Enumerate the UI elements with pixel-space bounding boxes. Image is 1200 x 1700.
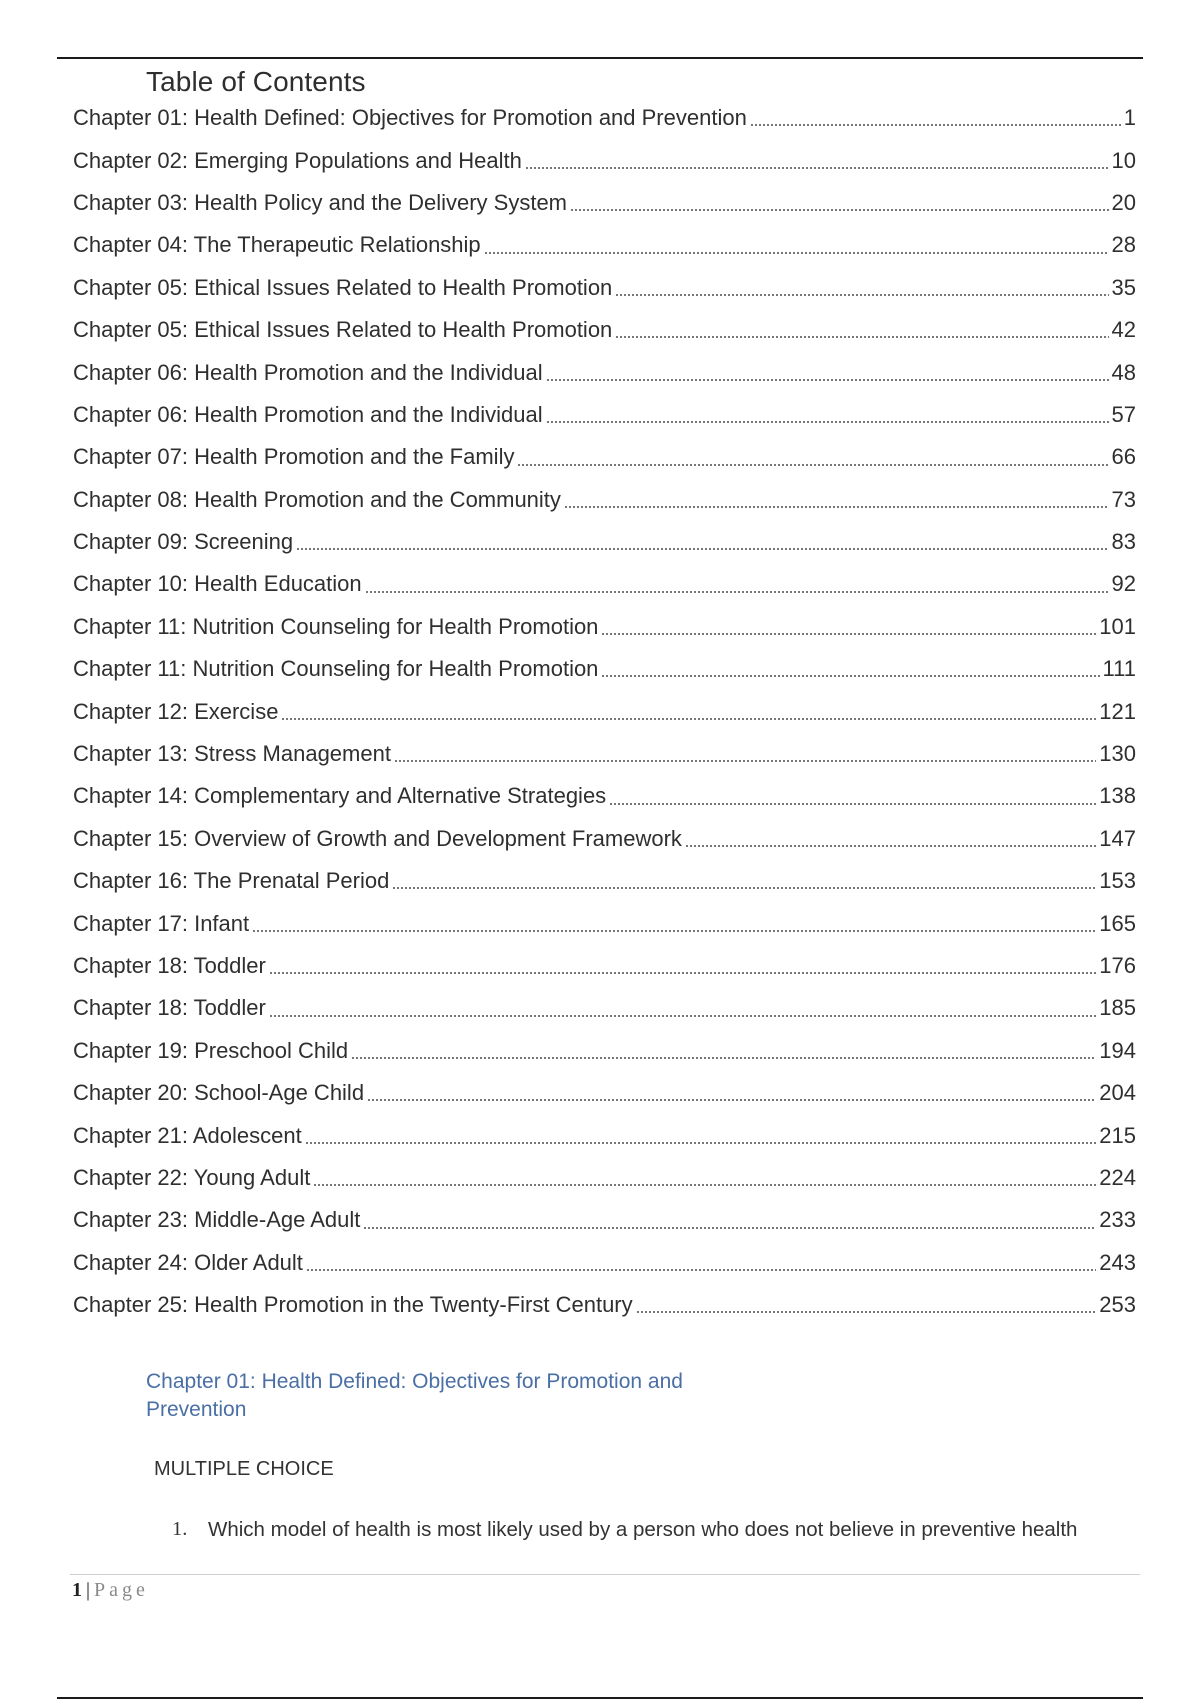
toc-entry[interactable] xyxy=(73,182,1136,224)
toc-entry-label: Chapter 08: Health Promotion and the Community xyxy=(73,486,561,512)
toc-entry[interactable] xyxy=(73,97,1136,139)
question-number: 1. xyxy=(172,1518,188,1540)
toc-entry-page: 42 xyxy=(1111,317,1136,343)
toc-entry-page: 101 xyxy=(1099,613,1136,639)
toc-entry-page: 185 xyxy=(1099,995,1136,1021)
bottom-border-line xyxy=(57,1697,1143,1699)
toc-entry-label: Chapter 22: Young Adult xyxy=(73,1164,311,1190)
toc-dot-leader xyxy=(296,548,1108,550)
toc-entry-page: 215 xyxy=(1099,1122,1136,1148)
toc-entry-page: 48 xyxy=(1111,359,1136,385)
toc-dot-leader xyxy=(252,930,1096,932)
toc-entry-page: 66 xyxy=(1111,444,1136,470)
question-text: Which model of health is most likely used by a person who does not believe in preventive health xyxy=(208,1518,1078,1541)
toc-entry[interactable] xyxy=(73,521,1136,563)
toc-dot-leader xyxy=(615,294,1108,296)
toc-entry[interactable] xyxy=(73,945,1136,987)
footer-separator: | xyxy=(86,1579,91,1601)
toc-entry-label: Chapter 12: Exercise xyxy=(73,698,279,724)
footer-divider xyxy=(70,1574,1140,1575)
toc-entry-page: 147 xyxy=(1099,825,1136,851)
toc-entry-page: 57 xyxy=(1111,401,1136,427)
toc-dot-leader xyxy=(363,1227,1096,1229)
toc-entry[interactable] xyxy=(73,1199,1136,1241)
toc-entry-page: 153 xyxy=(1099,868,1136,894)
toc-entry-page: 92 xyxy=(1111,571,1136,597)
toc-title: Table of Contents xyxy=(146,66,366,97)
toc-entry-page: 194 xyxy=(1099,1037,1136,1063)
toc-entry-page: 233 xyxy=(1099,1207,1136,1233)
toc-entry-label: Chapter 14: Complementary and Alternative Strategies xyxy=(73,783,607,809)
toc-entry-page: 176 xyxy=(1099,953,1136,978)
toc-entry[interactable] xyxy=(73,1242,1136,1284)
toc-entry[interactable] xyxy=(73,1284,1136,1326)
toc-dot-leader xyxy=(601,675,1099,677)
toc-entry-label: Chapter 09: Screening xyxy=(73,529,294,555)
toc-entry[interactable] xyxy=(73,436,1136,478)
toc-dot-leader xyxy=(636,1311,1097,1313)
toc-dot-leader xyxy=(306,1269,1096,1271)
toc-entry-page: 130 xyxy=(1099,741,1136,767)
toc-entry-page: 121 xyxy=(1099,698,1136,724)
toc-entry-label: Chapter 24: Older Adult xyxy=(73,1249,303,1275)
toc-entry[interactable] xyxy=(73,224,1136,266)
toc-entry-label: Chapter 07: Health Promotion and the Family xyxy=(73,444,515,470)
toc-dot-leader xyxy=(525,167,1109,169)
toc-dot-leader xyxy=(685,845,1096,847)
toc-entry[interactable] xyxy=(73,479,1136,521)
toc-dot-leader xyxy=(269,1015,1096,1017)
toc-dot-leader xyxy=(281,718,1096,720)
toc-entry[interactable] xyxy=(73,309,1136,351)
page-footer xyxy=(72,1579,149,1602)
toc-entry-page: 20 xyxy=(1111,189,1136,215)
toc-entry[interactable] xyxy=(73,139,1136,181)
toc-entry-label: Chapter 21: Adolescent xyxy=(73,1122,302,1148)
toc-dot-leader xyxy=(313,1184,1096,1186)
toc-entry-page: 138 xyxy=(1099,783,1136,809)
toc-entry[interactable] xyxy=(73,690,1136,732)
toc-dot-leader xyxy=(392,887,1096,889)
toc-dot-leader xyxy=(484,252,1109,254)
toc-dot-leader xyxy=(365,591,1109,593)
toc-entry-page: 1 xyxy=(1123,105,1136,131)
toc-entry[interactable] xyxy=(73,1030,1136,1072)
toc-dot-leader xyxy=(601,633,1096,635)
toc-entry[interactable] xyxy=(73,733,1136,775)
toc-entry-page: 10 xyxy=(1111,147,1136,173)
toc-entry[interactable] xyxy=(73,1157,1136,1199)
toc-entry-label: Chapter 11: Nutrition Counseling for Health Promotion xyxy=(73,656,599,682)
toc-entry[interactable] xyxy=(73,606,1136,648)
toc-entry[interactable] xyxy=(73,648,1136,690)
toc-dot-leader xyxy=(750,124,1121,126)
toc-entry[interactable] xyxy=(73,902,1136,944)
toc-entry-page: 35 xyxy=(1111,274,1136,300)
toc-entry-page: 28 xyxy=(1111,232,1136,258)
toc-entry-label: Chapter 03: Health Policy and the Delivery System xyxy=(73,189,568,215)
toc-entry-page: 165 xyxy=(1099,910,1136,936)
toc-dot-leader xyxy=(570,209,1109,211)
toc-dot-leader xyxy=(546,421,1109,423)
toc-dot-leader xyxy=(367,1099,1096,1101)
toc-entry-label: Chapter 19: Preschool Child xyxy=(73,1037,349,1063)
toc-dot-leader xyxy=(546,379,1109,381)
toc-dot-leader xyxy=(564,506,1109,508)
toc-entry[interactable] xyxy=(73,351,1136,393)
question-item xyxy=(172,1518,1132,1542)
toc-dot-leader xyxy=(609,803,1096,805)
chapter-heading[interactable]: Chapter 01: Health Defined: Objectives for Promotion and Prevention xyxy=(146,1370,683,1421)
toc-entry-label: Chapter 01: Health Defined: Objectives for Promotion and Prevention xyxy=(73,105,747,131)
toc-entry-label: Chapter 15: Overview of Growth and Development Framework xyxy=(73,825,682,851)
toc-entry-label: Chapter 05: Ethical Issues Related to Health Promotion xyxy=(73,317,613,343)
toc-dot-leader xyxy=(517,464,1108,466)
toc-entry-label: Chapter 02: Emerging Populations and Health xyxy=(73,147,522,173)
toc-entry-page: 73 xyxy=(1111,486,1136,512)
toc-entry-page: 204 xyxy=(1099,1080,1136,1106)
toc-entry-label: Chapter 25: Health Promotion in the Twenty-First Century xyxy=(73,1292,633,1318)
toc-entry[interactable] xyxy=(73,1114,1136,1156)
toc-entry-label: Chapter 06: Health Promotion and the Individual xyxy=(73,359,543,385)
section-label: MULTIPLE CHOICE xyxy=(154,1458,334,1480)
toc-entry[interactable] xyxy=(73,818,1136,860)
toc-dot-leader xyxy=(269,972,1096,974)
toc-entry-page: 243 xyxy=(1099,1249,1136,1275)
toc-entry[interactable] xyxy=(73,563,1136,605)
toc-entry-label: Chapter 04: The Therapeutic Relationship xyxy=(73,232,481,258)
footer-page-word: Page xyxy=(94,1579,149,1601)
toc-dot-leader xyxy=(351,1057,1096,1059)
toc-entry-label: Chapter 16: The Prenatal Period xyxy=(73,868,390,894)
toc-entry[interactable] xyxy=(73,394,1136,436)
toc-entry-label: Chapter 18: Toddler xyxy=(73,953,266,978)
toc-entry[interactable] xyxy=(73,775,1136,817)
toc-entry[interactable] xyxy=(73,987,1136,1029)
toc-entry[interactable] xyxy=(73,1072,1136,1114)
toc-entry-label: Chapter 13: Stress Management xyxy=(73,741,391,767)
toc-entry-label: Chapter 17: Infant xyxy=(73,910,250,936)
table-of-contents xyxy=(73,97,1136,1326)
toc-entry-label: Chapter 23: Middle-Age Adult xyxy=(73,1207,361,1233)
top-border-line xyxy=(57,57,1143,59)
toc-entry-page: 224 xyxy=(1099,1164,1136,1190)
toc-entry-label: Chapter 06: Health Promotion and the Individual xyxy=(73,401,543,427)
toc-entry-page: 83 xyxy=(1111,529,1136,555)
footer-page-number: 1 xyxy=(72,1579,82,1601)
toc-entry[interactable] xyxy=(73,860,1136,902)
toc-entry-page: 111 xyxy=(1102,656,1136,682)
toc-entry-label: Chapter 10: Health Education xyxy=(73,571,362,597)
toc-dot-leader xyxy=(305,1142,1097,1144)
toc-entry-page: 253 xyxy=(1099,1292,1136,1318)
toc-entry-label: Chapter 05: Ethical Issues Related to Health Promotion xyxy=(73,274,613,300)
toc-dot-leader xyxy=(615,336,1108,338)
toc-entry[interactable] xyxy=(73,267,1136,309)
toc-entry-label: Chapter 20: School-Age Child xyxy=(73,1080,365,1106)
toc-entry-label: Chapter 18: Toddler xyxy=(73,995,266,1021)
toc-dot-leader xyxy=(394,760,1096,762)
toc-entry-label: Chapter 11: Nutrition Counseling for Health Promotion xyxy=(73,613,599,639)
